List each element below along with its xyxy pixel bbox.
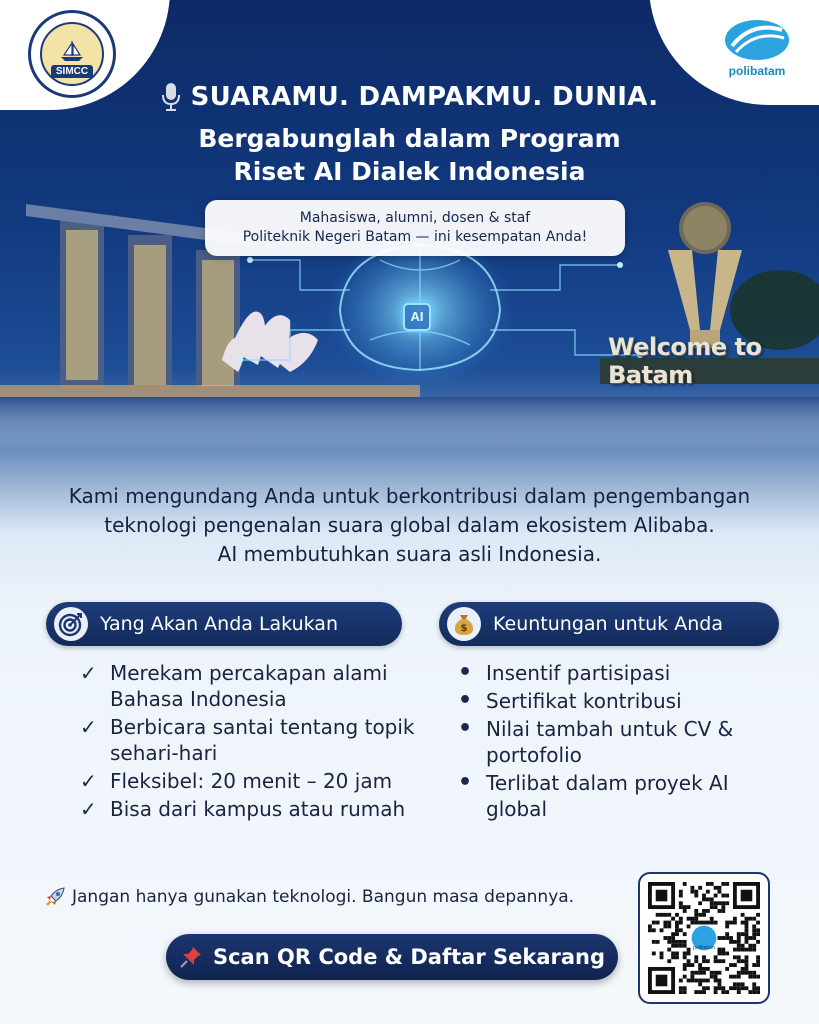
checkmark-icon: ✓: [80, 797, 97, 821]
qr-center-label: polibatam: [693, 945, 715, 952]
mission-statement: [0, 482, 819, 569]
checkmark-icon: ✓: [80, 715, 97, 739]
tasks-list: [80, 660, 420, 824]
audience-line2: Politeknik Negeri Batam — ini kesempatan Anda!: [242, 229, 588, 245]
scan-register-button[interactable]: [166, 934, 618, 980]
money-bag-icon: [451, 611, 477, 637]
tasks-section-title: Yang Akan Anda Lakukan: [100, 613, 338, 635]
ai-chip-label: AI: [403, 303, 431, 331]
benefits-section-title: Keuntungan untuk Anda: [493, 613, 723, 635]
polibatam-wave-icon: [722, 16, 792, 62]
bullet-icon: •: [458, 688, 473, 713]
list-item: • Nilai tambah untuk CV & portofolio: [458, 716, 734, 767]
headline-block: [0, 82, 819, 186]
registration-qr-code[interactable]: [638, 872, 770, 1004]
checkmark-icon: ✓: [80, 769, 97, 793]
list-item: • Insentif partisipasi: [458, 660, 671, 685]
list-item: ✓ Merekam percakapan alami Bahasa Indonesia: [80, 661, 388, 711]
scan-register-label: Scan QR Code & Daftar Sekarang: [212, 945, 606, 969]
list-item: ✓ Berbicara santai tentang topik sehari-hari: [80, 715, 415, 765]
target-icon: [58, 611, 84, 637]
bullet-icon: •: [458, 770, 473, 795]
subheadline-line1: Bergabunglah dalam Program: [198, 124, 621, 153]
tasks-section-header: [46, 602, 402, 646]
simcc-logo-text: SIMCC: [51, 65, 93, 78]
bullet-icon: •: [458, 716, 473, 741]
subheadline-line2: Riset AI Dialek Indonesia: [233, 157, 586, 186]
audience-callout: [205, 200, 625, 256]
tagline: [44, 886, 574, 908]
benefits-list: [458, 660, 758, 824]
mission-line1: Kami mengundang Anda untuk berkontribusi dalam pengembangan: [68, 484, 751, 508]
list-item: ✓ Bisa dari kampus atau rumah: [80, 797, 406, 821]
rocket-icon: [44, 886, 66, 908]
list-item: • Sertifikat kontribusi: [458, 688, 682, 713]
list-item: • Terlibat dalam proyek AI global: [458, 770, 729, 821]
benefits-section-header: [439, 602, 779, 646]
list-item: ✓ Fleksibel: 20 menit – 20 jam: [80, 769, 393, 793]
bullet-icon: •: [458, 660, 473, 685]
svg-text:$: $: [460, 623, 468, 634]
pushpin-icon: [179, 945, 203, 969]
headline-title: SUARAMU. DAMPAKMU. DUNIA.: [190, 82, 659, 112]
ship-emblem-icon: [59, 40, 85, 62]
qr-code-icon: [648, 882, 760, 994]
tagline-text: Jangan hanya gunakan teknologi. Bangun masa depannya.: [72, 887, 575, 907]
mission-line2: teknologi pengenalan suara global dalam ekosistem Alibaba.: [104, 513, 715, 537]
microphone-icon: [161, 82, 181, 112]
mission-line3: AI membutuhkan suara asli Indonesia.: [217, 542, 602, 566]
audience-line1: Mahasiswa, alumni, dosen & staf: [299, 210, 531, 226]
welcome-to-batam-sign: Welcome to Batam: [608, 333, 762, 389]
polibatam-logo-text: polibatam: [728, 64, 786, 78]
polibatam-logo: [717, 16, 797, 78]
checkmark-icon: ✓: [80, 661, 97, 685]
